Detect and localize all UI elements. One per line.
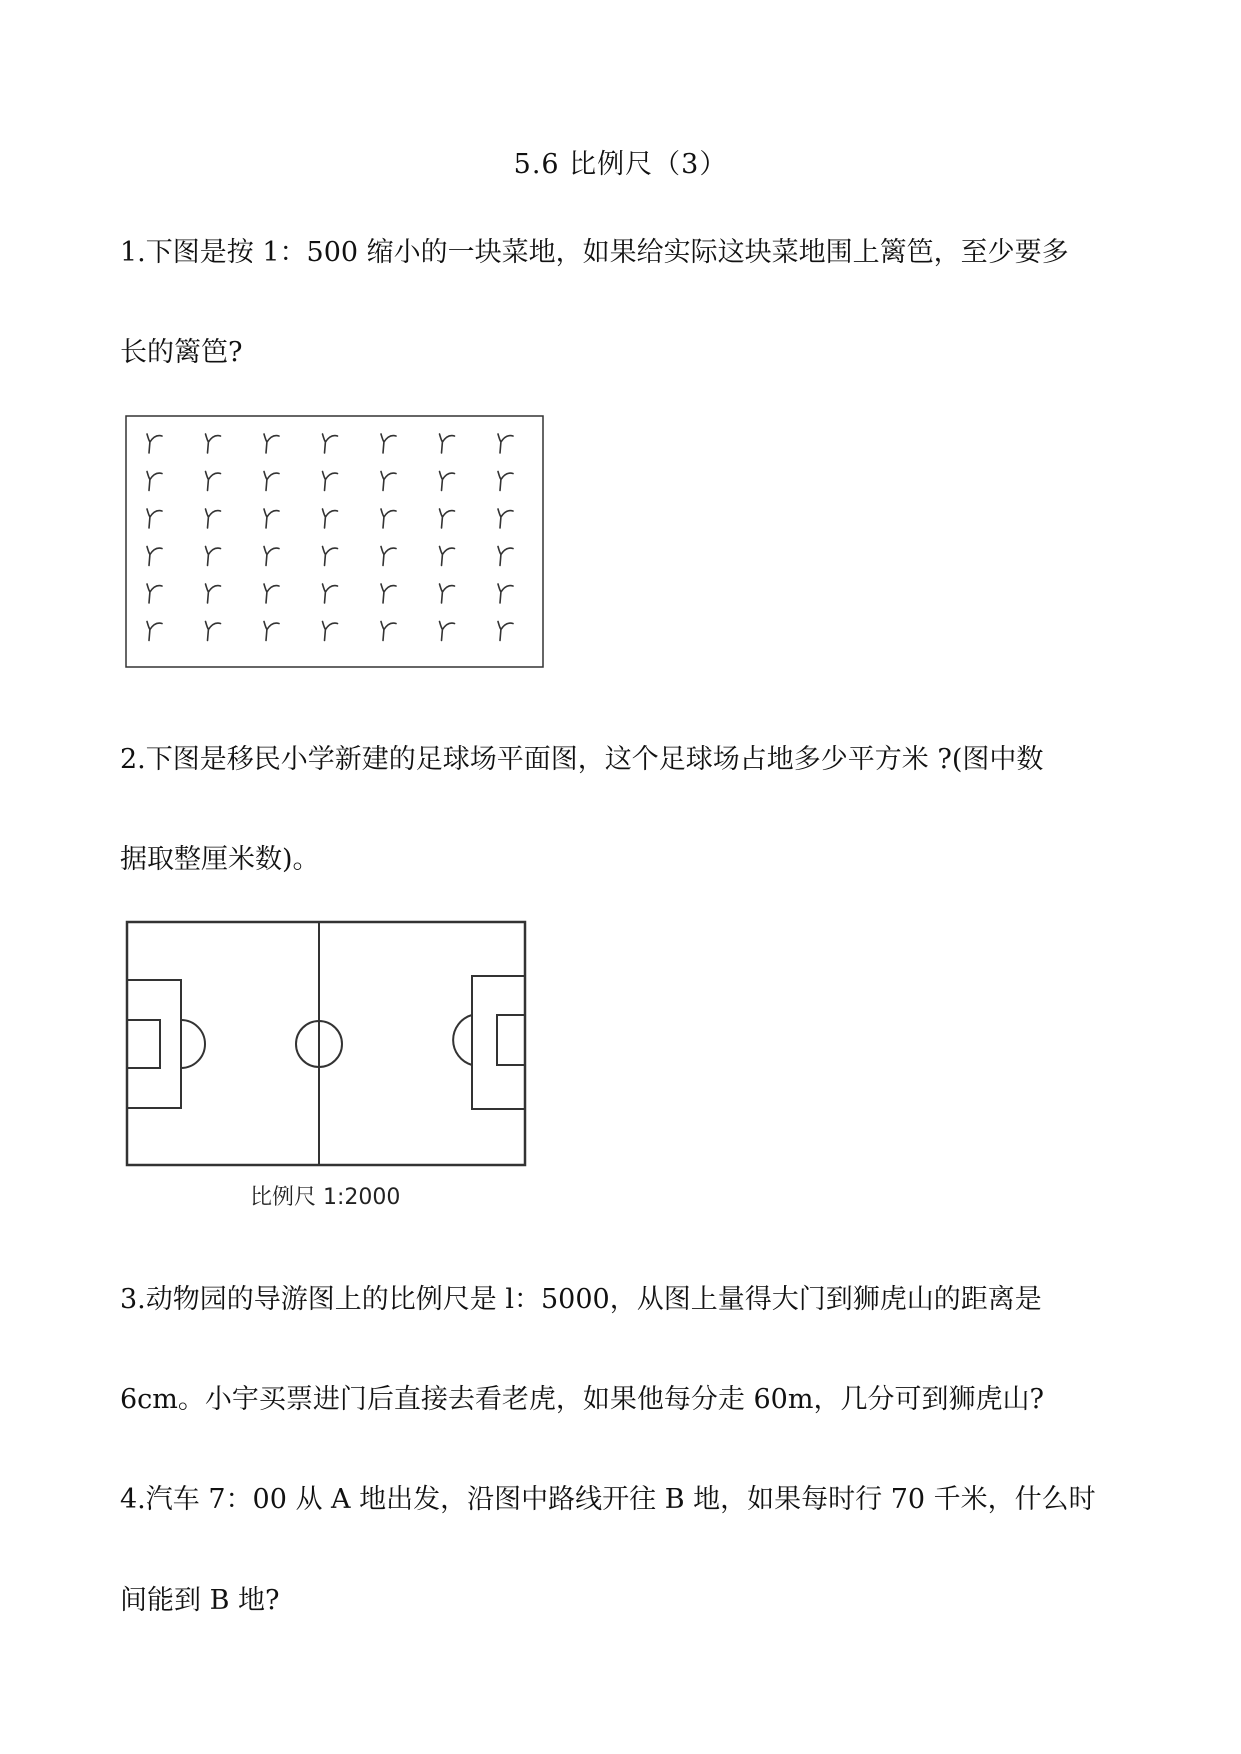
question-3-line-1: 3.动物园的导游图上的比例尺是 l：5000，从图上量得大门到狮虎山的距离是 [120, 1284, 1042, 1315]
sprout-icon [264, 509, 279, 528]
sprout-icon [264, 472, 279, 491]
sprout-icon [147, 547, 162, 566]
sprout-icon [147, 509, 162, 528]
sprout-icon [264, 434, 279, 453]
sprout-icon [498, 547, 513, 566]
sprout-icon [206, 434, 221, 453]
sprout-icon [147, 622, 162, 641]
sprout-icon [440, 622, 455, 641]
sprout-icon [381, 622, 396, 641]
sprout-icon [381, 547, 396, 566]
sprout-icon [206, 509, 221, 528]
football-field-figure [125, 920, 530, 1170]
sprout-icon [440, 547, 455, 566]
sprout-icon [147, 584, 162, 603]
sprout-icon [323, 547, 338, 566]
sprout-icon [440, 509, 455, 528]
figure-scale-label: 比例尺 1:2000 [250, 1185, 401, 1210]
sprout-icon [323, 434, 338, 453]
sprout-icon [323, 584, 338, 603]
sprout-icon [264, 584, 279, 603]
left-goal-area [127, 1020, 160, 1068]
question-4-line-1: 4.汽车 7：00 从 A 地出发，沿图中路线开往 B 地，如果每时行 70 千米，什么时 [120, 1484, 1096, 1515]
question-4-line-2: 间能到 B 地? [120, 1585, 280, 1616]
right-penalty-area [472, 976, 525, 1109]
question-1-line-1: 1.下图是按 1：500 缩小的一块菜地，如果给实际这块菜地围上篱笆，至少要多 [120, 237, 1069, 268]
sprout-icon [440, 434, 455, 453]
sprout-icon [323, 472, 338, 491]
right-goal-area [497, 1015, 525, 1065]
sprout-icon [381, 434, 396, 453]
sprout-icon [498, 472, 513, 491]
sprout-icon [206, 547, 221, 566]
left-penalty-arc [181, 1020, 205, 1068]
sprout-icon [264, 622, 279, 641]
question-2-line-1: 2.下图是移民小学新建的足球场平面图，这个足球场占地多少平方米 ?(图中数 [120, 744, 1044, 775]
left-penalty-area [127, 980, 181, 1108]
sprout-icon [323, 622, 338, 641]
question-2-line-2: 据取整厘米数)。 [120, 844, 320, 875]
sprout-icon [381, 472, 396, 491]
sprout-icon [498, 434, 513, 453]
sprout-icon [440, 472, 455, 491]
sprout-icon [206, 472, 221, 491]
page-title: 5.6 比例尺（3） [513, 149, 728, 180]
sprout-icon [498, 584, 513, 603]
right-penalty-arc [453, 1015, 472, 1065]
sprout-icon [498, 622, 513, 641]
sprout-icon [323, 509, 338, 528]
sprout-icon [264, 547, 279, 566]
question-3-line-2: 6cm。小宇买票进门后直接去看老虎，如果他每分走 60m，几分可到狮虎山? [120, 1384, 1044, 1415]
sprout-icon [206, 622, 221, 641]
vegetable-plot-border [126, 416, 543, 667]
sprout-icon [381, 509, 396, 528]
sprout-icon [206, 584, 221, 603]
vegetable-plot-figure [125, 415, 545, 670]
sprout-icon [381, 584, 396, 603]
sprout-icon [147, 472, 162, 491]
sprout-icon [498, 509, 513, 528]
sprout-icon [147, 434, 162, 453]
sprout-icon [440, 584, 455, 603]
field-boundary [127, 922, 525, 1165]
question-1-line-2: 长的篱笆? [120, 337, 243, 368]
